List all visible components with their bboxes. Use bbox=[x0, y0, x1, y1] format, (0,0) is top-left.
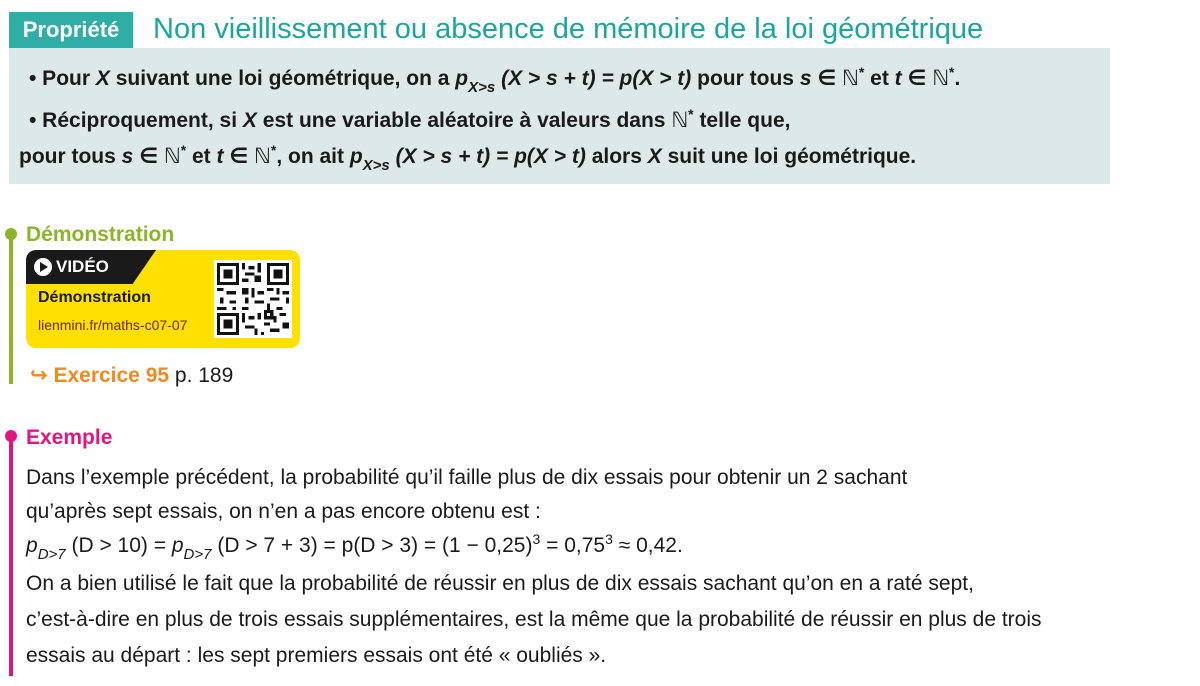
text: , on ait bbox=[276, 145, 344, 168]
property-tag: Propriété bbox=[9, 12, 133, 48]
math-formula: = 0,75 bbox=[546, 534, 606, 557]
video-name: Démonstration bbox=[38, 289, 151, 306]
text: est une variable aléatoire à valeurs dans bbox=[262, 109, 666, 132]
math-var: X bbox=[95, 67, 110, 90]
demo-title: Démonstration bbox=[26, 223, 175, 246]
example-line-1: Dans l’exemple précédent, la probabilité qu’il faille plus de dix essais pour obtenir un 2 sachant bbox=[26, 466, 908, 489]
example-line-2: qu’après sept essais, on n’en a pas encore obtenu est : bbox=[26, 500, 541, 523]
math-var: X bbox=[647, 145, 662, 168]
text: suivant une loi géométrique, on a bbox=[115, 67, 450, 90]
property-title: Non vieillissement ou absence de mémoire de la loi géométrique bbox=[153, 13, 984, 45]
math-subscript: D>7 bbox=[37, 546, 66, 563]
math-symbol: ∈ bbox=[817, 67, 837, 90]
math-superscript: 3 bbox=[605, 531, 613, 547]
example-line-6: essais au départ : les sept premiers essais ont été « oubliés ». bbox=[26, 644, 607, 667]
play-icon bbox=[34, 258, 52, 276]
text: pour tous bbox=[697, 67, 794, 90]
example-title: Exemple bbox=[26, 426, 113, 449]
text: et bbox=[192, 145, 211, 168]
math-var: s bbox=[121, 145, 134, 168]
math-set: ℕ bbox=[842, 66, 859, 90]
math-formula: (X > s + t) = p(X > t) bbox=[395, 145, 586, 168]
math-formula: (X > s + t) = p(X > t) bbox=[501, 67, 692, 90]
math-var: t bbox=[216, 145, 224, 168]
property-line-1 bbox=[29, 64, 960, 95]
math-superscript: * bbox=[688, 106, 694, 122]
math-p: p bbox=[455, 67, 469, 90]
math-var: X bbox=[242, 109, 257, 132]
text: suit une loi géométrique. bbox=[667, 145, 917, 168]
math-subscript: X>s bbox=[362, 157, 390, 174]
exercise-page: p. 189 bbox=[174, 364, 234, 387]
arrow-icon: ↪ bbox=[30, 364, 48, 387]
example-side-bar bbox=[9, 436, 13, 676]
math-set: ℕ bbox=[163, 144, 181, 168]
math-p: p bbox=[171, 534, 184, 557]
math-formula: (D > 7 + 3) = p(D > 3) = (1 − 0,25) bbox=[217, 534, 533, 557]
math-superscript: * bbox=[270, 142, 277, 158]
math-symbol: ∈ bbox=[229, 145, 249, 168]
math-symbol: ∈ bbox=[907, 67, 927, 90]
text: alors bbox=[591, 145, 642, 168]
math-superscript: * bbox=[858, 64, 865, 80]
text: et bbox=[870, 67, 889, 90]
math-subscript: X>s bbox=[468, 79, 496, 96]
exercise-link[interactable]: Exercice 95 bbox=[53, 364, 170, 387]
bullet-text: • Pour bbox=[29, 67, 91, 90]
exercise-reference[interactable] bbox=[30, 362, 233, 390]
math-var: t bbox=[894, 67, 902, 90]
math-set: ℕ bbox=[671, 108, 689, 132]
math-set: ℕ bbox=[254, 144, 271, 168]
demo-side-bar bbox=[9, 232, 13, 384]
bullet-text: • Réciproquement, si bbox=[29, 109, 238, 132]
example-bullet-dot bbox=[5, 430, 17, 442]
math-formula: ≈ 0,42. bbox=[618, 534, 683, 557]
demo-bullet-dot bbox=[5, 228, 17, 240]
text: telle que, bbox=[699, 109, 791, 132]
qr-code-icon[interactable] bbox=[214, 260, 292, 338]
text: pour tous bbox=[19, 145, 116, 168]
video-card[interactable] bbox=[26, 250, 300, 348]
math-p: p bbox=[349, 145, 363, 168]
math-superscript: * bbox=[180, 142, 187, 158]
property-line-3 bbox=[19, 142, 916, 173]
math-var: s bbox=[799, 67, 812, 90]
math-formula: (D > 10) = bbox=[71, 534, 167, 557]
math-superscript: * bbox=[949, 64, 955, 80]
example-line-5: c’est-à-dire en plus de trois essais supplémentaires, est la même que la probabilité de réussir en plus de trois bbox=[26, 608, 1042, 631]
property-line-2 bbox=[29, 106, 790, 136]
math-superscript: 3 bbox=[532, 531, 541, 547]
example-formula bbox=[26, 532, 683, 562]
math-subscript: D>7 bbox=[183, 546, 212, 563]
math-set: ℕ bbox=[932, 66, 950, 90]
math-symbol: ∈ bbox=[139, 145, 159, 168]
math-p: p bbox=[26, 534, 38, 557]
example-line-4: On a bien utilisé le fait que la probabilité de réussir en plus de dix essais sachant qu’on en a raté sept, bbox=[26, 572, 974, 595]
text: . bbox=[954, 67, 961, 90]
video-badge bbox=[34, 256, 109, 278]
video-badge-label: VIDÉO bbox=[56, 257, 109, 276]
property-box bbox=[9, 48, 1110, 184]
video-link[interactable]: lienmini.fr/maths-c07-07 bbox=[38, 317, 188, 333]
